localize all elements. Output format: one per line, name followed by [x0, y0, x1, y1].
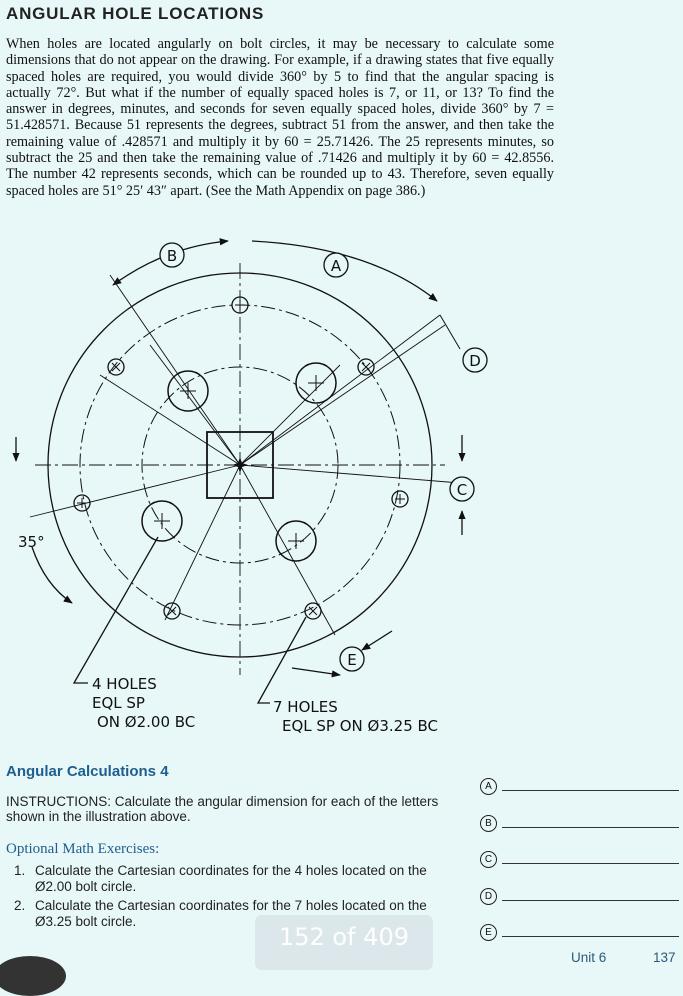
- answer-row-a: [476, 776, 680, 813]
- label-d: D: [469, 352, 481, 370]
- center-lines: [30, 263, 460, 675]
- answer-letter: C: [480, 851, 497, 868]
- list-item-number: 1.: [14, 863, 26, 878]
- label-b: B: [166, 247, 178, 265]
- answer-letter: E: [480, 924, 497, 941]
- leader-note-1: [74, 537, 158, 683]
- intro-paragraph: [6, 36, 554, 199]
- answer-row-c: [476, 849, 680, 886]
- label-c: C: [456, 481, 468, 499]
- section-title: Angular Calculations 4: [6, 763, 169, 780]
- note2-line1: 7 HOLES: [273, 698, 338, 716]
- answer-line-a[interactable]: [502, 790, 679, 791]
- footer-page-number: 137: [653, 950, 676, 965]
- answer-line-b[interactable]: [502, 827, 679, 828]
- leader-d: [440, 315, 460, 349]
- answer-line-d[interactable]: [502, 900, 679, 901]
- list-item-number: 2.: [14, 898, 26, 913]
- list-item-text: Calculate the Cartesian coordinates for the 7 holes located on the Ø3.25 bolt circle.: [35, 898, 427, 929]
- optional-title: Optional Math Exercises:: [6, 841, 160, 857]
- list-item-text: Calculate the Cartesian coordinates for the 4 holes located on the Ø2.00 bolt circle.: [35, 863, 427, 894]
- hole-cross-marks: [77, 300, 405, 615]
- intro-text: When holes are located angularly on bolt circles, it may be necessary to calculate some dimensions that do not appear on the drawing. For example, if a drawing states that five equally spaced holes are required, you would divide 360° by 5 to find that the angular spacing is actually 72°. But what if the number of equally spaced holes is 7, or 11, or 13? To find the answer in degrees, minutes, and seconds for seven equally spaced holes, divide 360° by 7 = 51.428571. Because 51 represents the degrees, subtract 51 from the answer, and then take the remaining value of .428571 and multiply it by 60 = 25.71426. The 25 represents minutes, so subtract the 25 and then take the remaining value of .71426 and multiply it by 60 = 42.8556. The number 42 represents seconds, which can be rounded up to 43. Therefore, seven equally spaced holes are 51° 25′ 43″ apart. (See the Math Appendix on page 386.): [6, 36, 554, 199]
- floating-action-button[interactable]: [0, 956, 66, 996]
- list-item: [14, 863, 462, 895]
- answer-line-c[interactable]: [502, 863, 679, 864]
- answer-letter: A: [480, 778, 497, 795]
- page-title: ANGULAR HOLE LOCATIONS: [6, 4, 265, 23]
- instructions-text: Calculate the angular dimension for each of the letters shown in the illustration above.: [6, 794, 439, 824]
- label-e: E: [347, 651, 357, 669]
- dimension-arc-e: [292, 668, 340, 675]
- angle-label: 35°: [18, 533, 45, 551]
- leader-note-2: [258, 617, 306, 703]
- instructions: [6, 794, 461, 824]
- label-a: A: [330, 257, 342, 275]
- answer-letter: D: [480, 888, 497, 905]
- note1-line2: EQL SP: [92, 694, 145, 712]
- answer-letter: B: [480, 815, 497, 832]
- footer-unit: Unit 6: [571, 950, 607, 965]
- note1-line3: ON Ø2.00 BC: [97, 713, 196, 731]
- answer-line-e[interactable]: [502, 936, 679, 937]
- note2-line2: EQL SP ON Ø3.25 BC: [282, 717, 439, 735]
- answer-row-b: [476, 813, 680, 850]
- page-counter: 152 of 409: [278, 923, 409, 951]
- page-counter-badge: [255, 915, 433, 970]
- bolt-circle-diagram: [0, 225, 683, 745]
- instructions-label: INSTRUCTIONS:: [6, 794, 112, 809]
- small-holes: [74, 297, 408, 619]
- note1-line1: 4 HOLES: [92, 675, 157, 693]
- answer-row-d: [476, 886, 680, 923]
- answer-blanks: [476, 776, 680, 959]
